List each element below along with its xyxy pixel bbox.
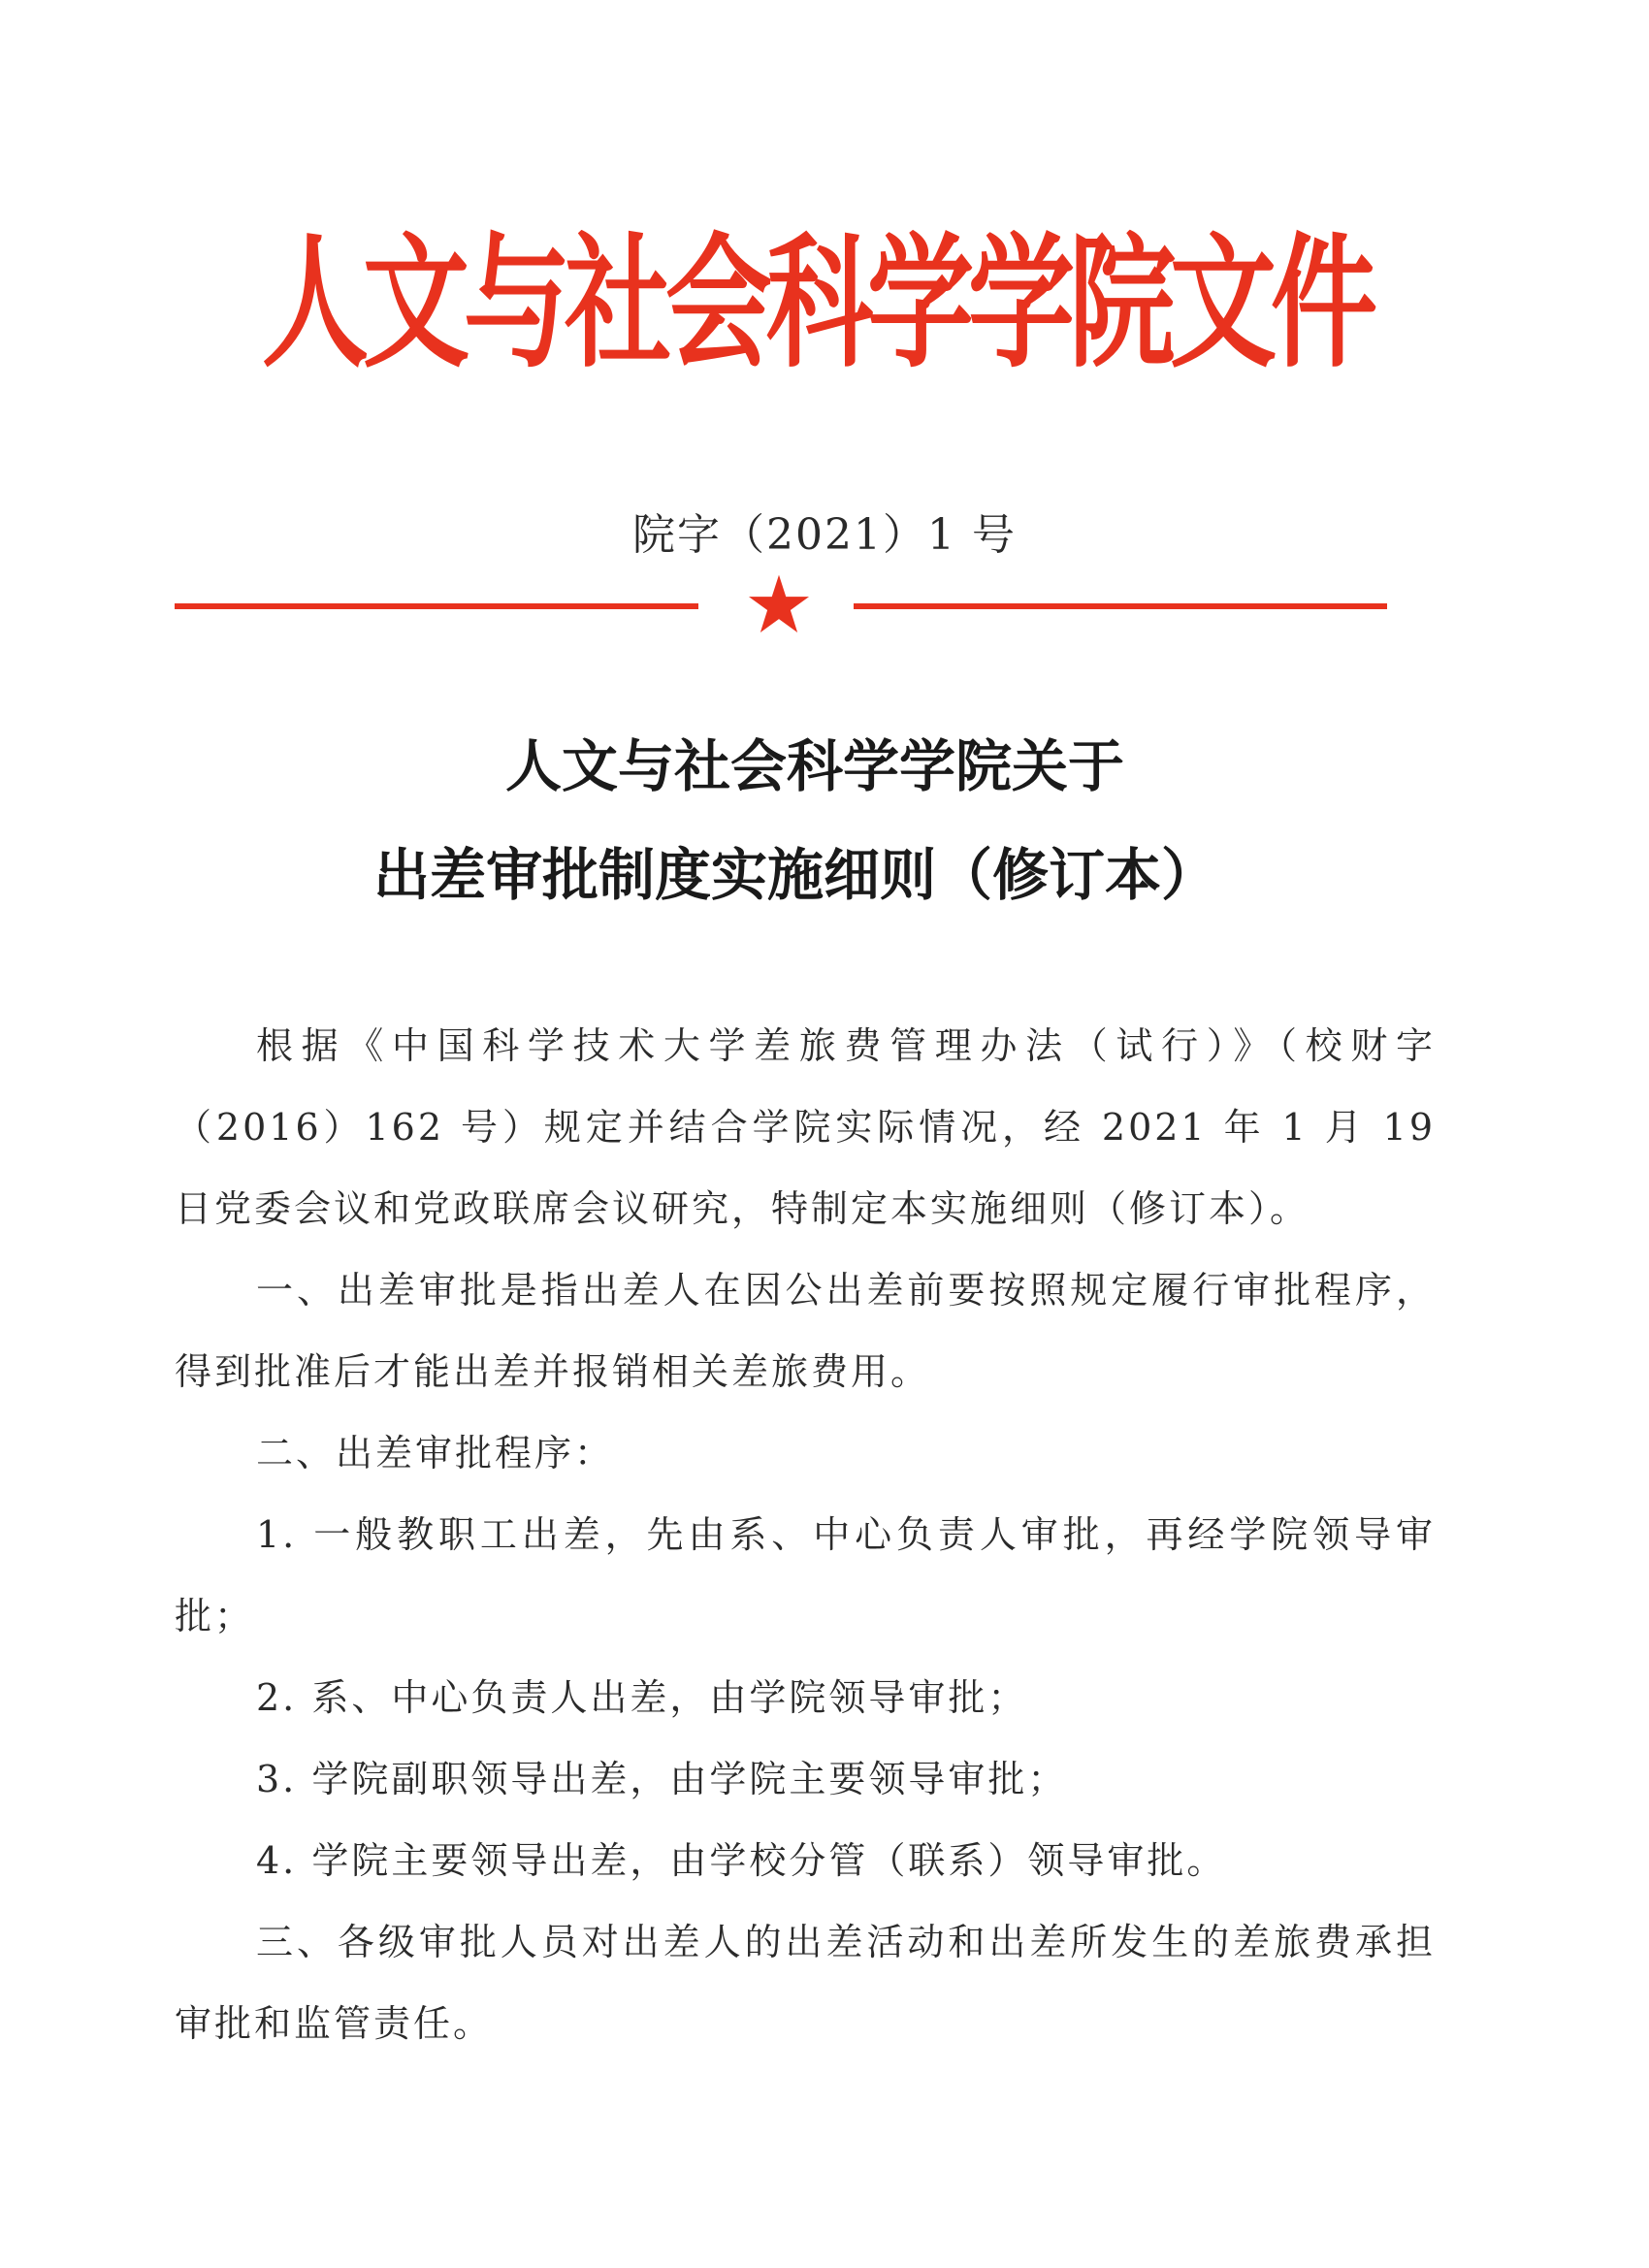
section-2-item: 3. 学院副职领导出差，由学院主要领导审批； (256, 1758, 1068, 1800)
section-1-paragraph: 一、出差审批是指出差人在因公出差前要按照规定履行审批程序，得到批准后才能出差并报销相关差旅费用。 (175, 1269, 1436, 1393)
document-title-line-1: 人文与社会科学学院关于 (504, 733, 1124, 799)
section-2-item: 4. 学院主要领导出差，由学校分管（联系）领导审批。 (256, 1839, 1227, 1882)
red-divider-left (175, 603, 698, 609)
section-2-heading: 二、出差审批程序： (256, 1432, 615, 1474)
section-3-paragraph: 三、各级审批人员对出差人的出差活动和出差所发生的差旅费承担审批和监管责任。 (175, 1921, 1436, 2045)
document-title-line-2: 出差审批制度实施细则（修订本） (372, 842, 1217, 908)
document-number: 院字（2021）1 号 (632, 510, 1017, 560)
document-masthead: 人文与社会科学学院文件 (262, 219, 1372, 388)
red-star-icon (747, 572, 811, 636)
red-divider-right (854, 603, 1387, 609)
document-body (175, 1005, 1436, 2064)
section-2-item: 2. 系、中心负责人出差，由学院领导审批； (256, 1676, 1028, 1719)
section-2-item: 1. 一般教职工出差，先由系、中心负责人审批，再经学院领导审批； (175, 1513, 1436, 1637)
intro-paragraph: 根据《中国科学技术大学差旅费管理办法（试行）》（校财字（2016）162 号）规定并结合学院实际情况，经 2021 年 1 月 19 日党委会议和党政联席会议研究，特制定本实施细则（修订本）。 (175, 1024, 1436, 1230)
